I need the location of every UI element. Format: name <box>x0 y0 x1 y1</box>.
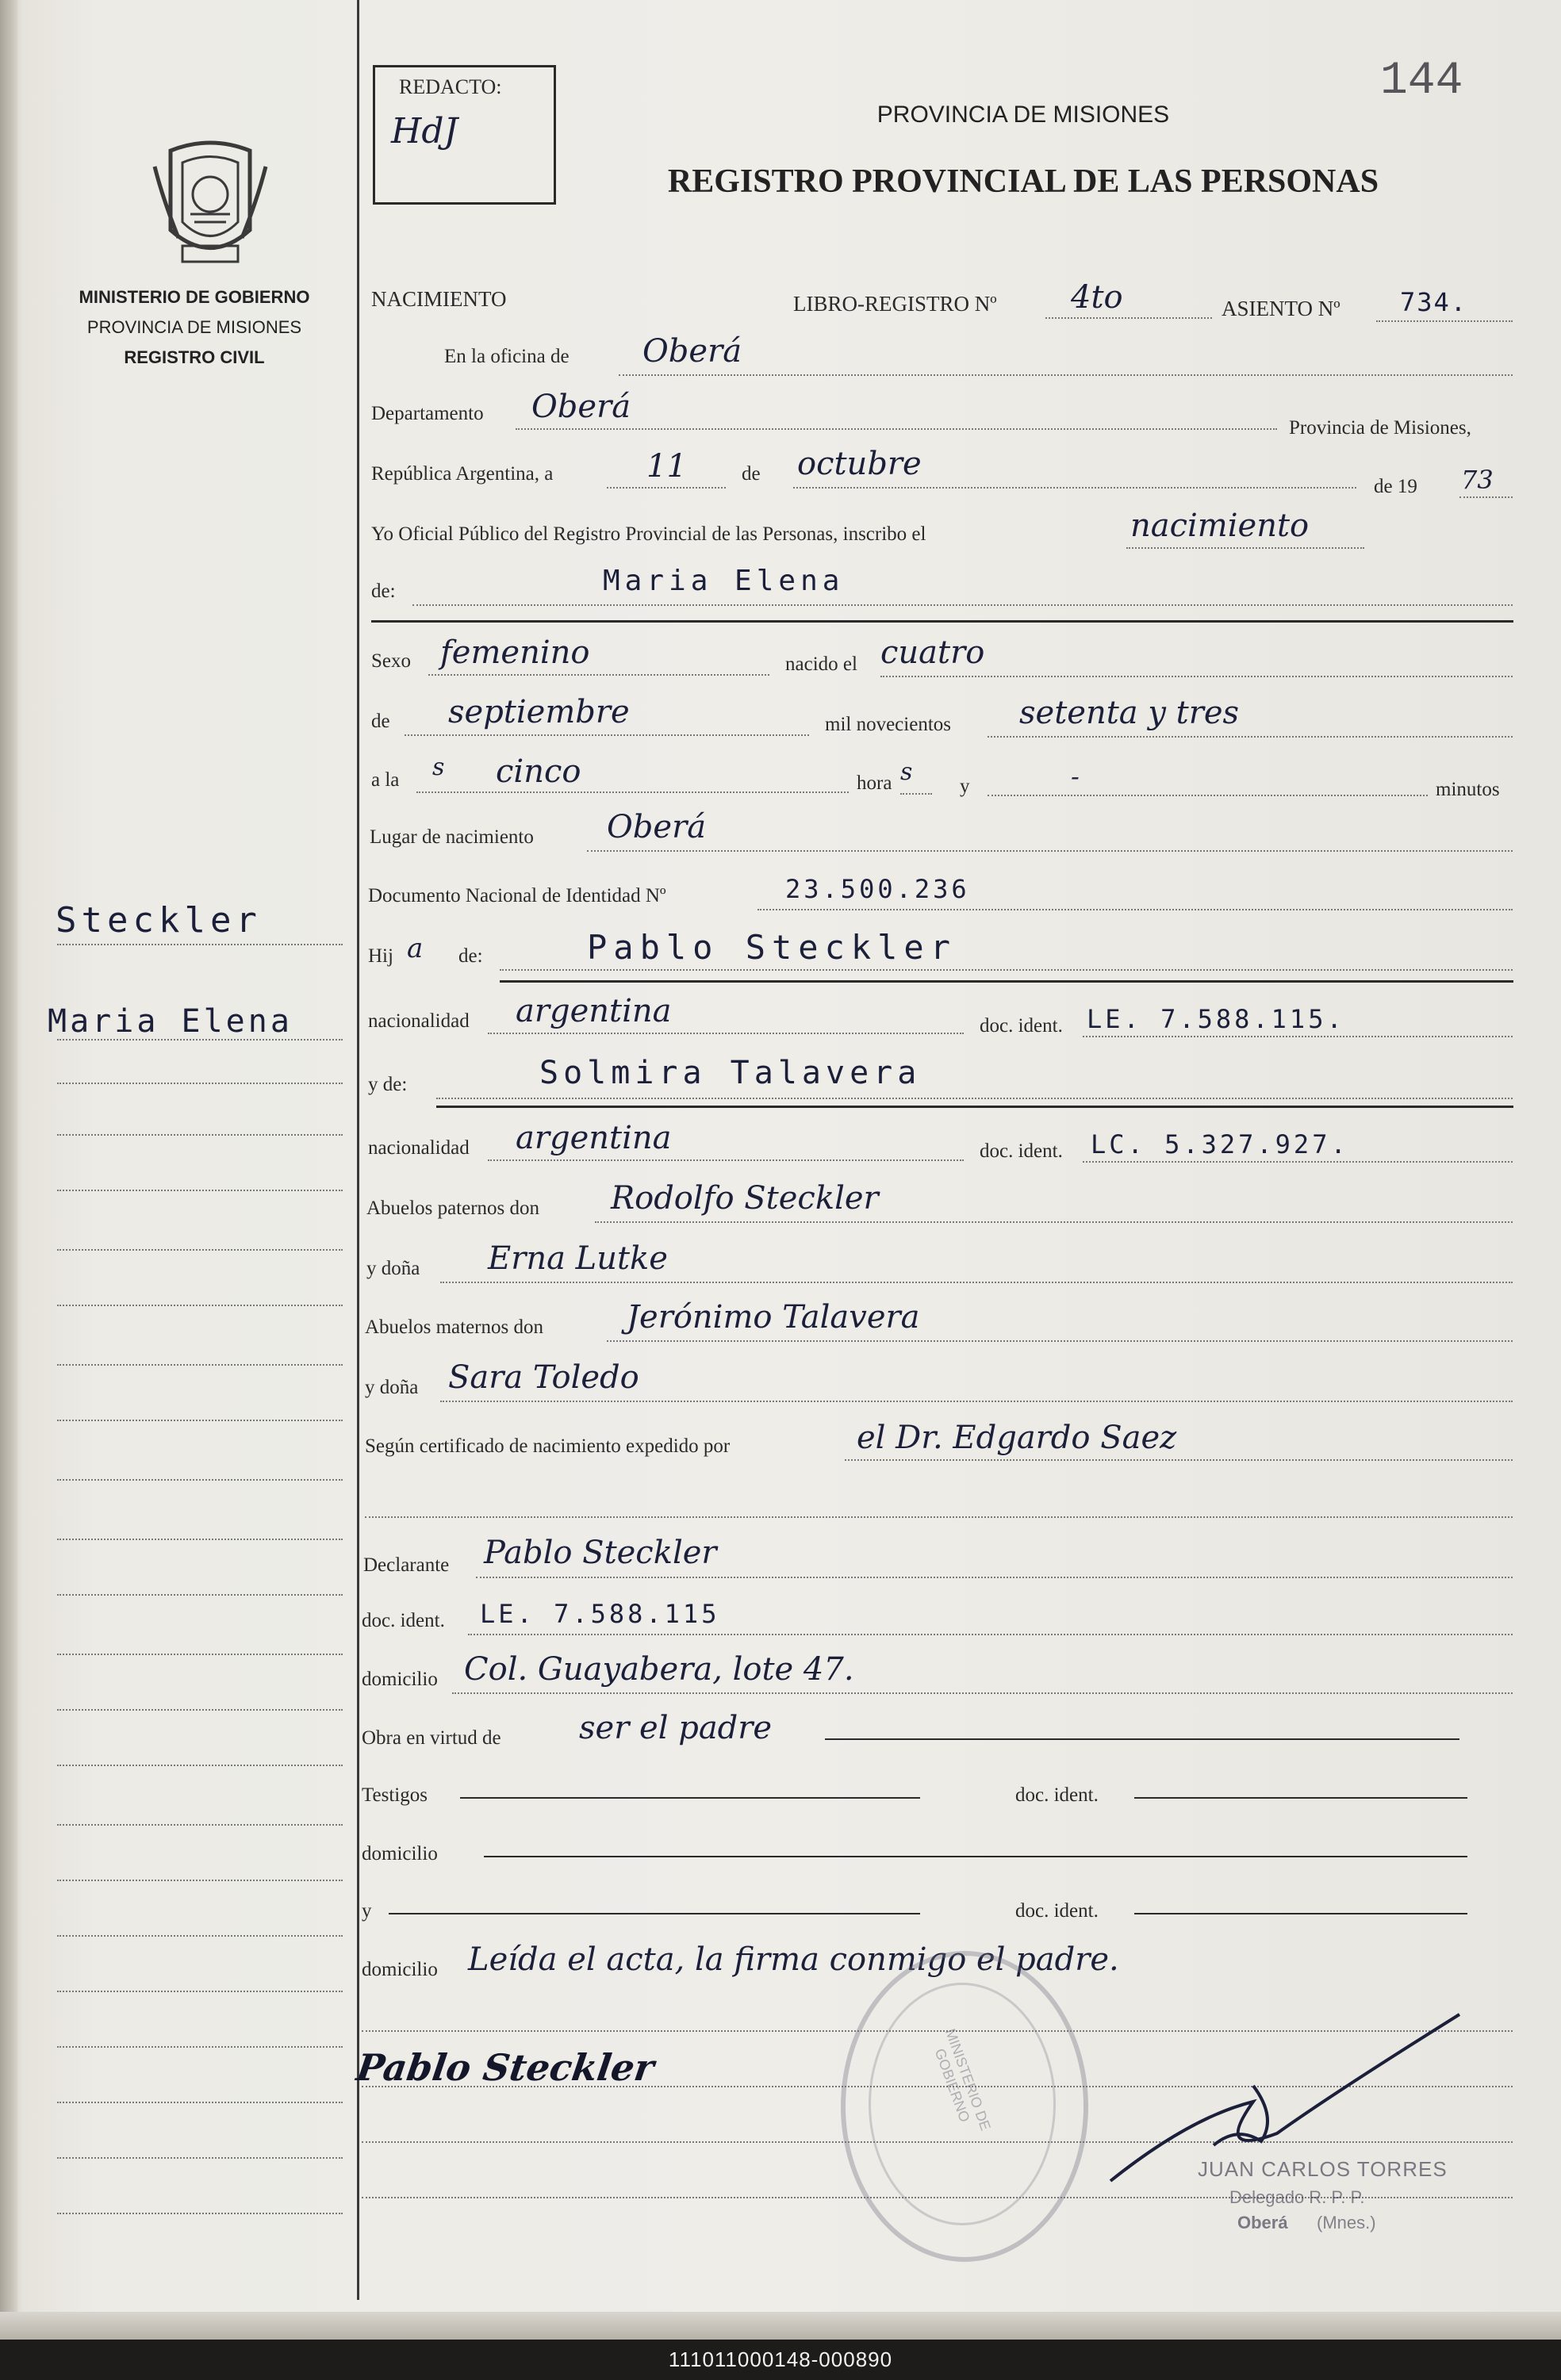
official-title: Delegado R. P. P. <box>1229 2187 1365 2207</box>
official-name: JUAN CARLOS TORRES <box>1198 2157 1448 2181</box>
label-y-de: y de: <box>368 1074 408 1095</box>
margin-apellido: Steckler <box>56 900 262 941</box>
margin-rule <box>357 0 359 2300</box>
value-nac-padre: argentina <box>516 993 672 1029</box>
official-place: Oberá <box>1237 2213 1288 2232</box>
value-inscribo: nacimiento <box>1130 508 1310 544</box>
sheet-bottom-edge <box>0 2312 1561 2340</box>
label-obra: Obra en virtud de <box>362 1727 501 1749</box>
label-lugar: Lugar de nacimiento <box>370 826 534 848</box>
label-nac-padre: nacionalidad <box>368 1010 470 1032</box>
value-a-la-suffix: s <box>432 753 445 781</box>
label-testigos: Testigos <box>362 1784 428 1806</box>
label-declarante: Declarante <box>363 1554 450 1576</box>
margin-nombres: Maria Elena <box>48 1003 293 1040</box>
label-y-min: y <box>960 776 970 797</box>
label-mil-novecientos: mil novecientos <box>825 714 951 735</box>
value-abuela-pat: Erna Lutke <box>488 1240 668 1277</box>
value-nombre: Maria Elena <box>603 565 845 597</box>
value-mes-nac: septiembre <box>448 694 630 730</box>
value-doc-padre: LE. 7.588.115. <box>1087 1004 1345 1034</box>
ministry-line1: MINISTERIO DE GOBIERNO <box>79 287 310 307</box>
value-lugar: Oberá <box>607 809 707 845</box>
value-nacido-el: cuatro <box>880 634 985 671</box>
label-horas: hora <box>857 772 892 794</box>
label-libro: LIBRO-REGISTRO Nº <box>793 292 997 316</box>
label-abuelos-paternos: Abuelos paternos don <box>366 1198 540 1219</box>
label-hij-de: de: <box>458 945 483 967</box>
value-minutos: - <box>1071 761 1080 791</box>
label-republica: República Argentina, a <box>371 463 554 485</box>
value-anio-nac: setenta y tres <box>1019 695 1240 731</box>
label-abuelos-maternos: Abuelos maternos don <box>365 1316 543 1338</box>
value-nota: Leída el acta, la firma conmigo el padre. <box>468 1941 1119 1978</box>
label-departamento: Departamento <box>371 403 484 424</box>
label-de-mesnac: de <box>371 711 390 732</box>
label-doc-testigo1: doc. ident. <box>1015 1784 1099 1806</box>
label-segun: Según certificado de nacimiento expedido por <box>365 1435 731 1457</box>
label-asiento: ASIENTO Nº <box>1222 297 1340 320</box>
page-edge <box>0 0 17 2340</box>
label-doc-declarante: doc. ident. <box>362 1610 445 1631</box>
official-stamp-text: MINISTERIO DE GOBIERNO <box>931 2026 994 2133</box>
ministry-line3: REGISTRO CIVIL <box>124 347 265 367</box>
value-anio: 73 <box>1461 465 1494 495</box>
signature-declarante: Pablo Steckler <box>354 2046 657 2089</box>
label-dni: Documento Nacional de Identidad Nº <box>368 885 666 906</box>
value-hora: cinco <box>496 753 581 790</box>
label-doc-testigo2: doc. ident. <box>1015 1900 1099 1922</box>
label-hij: Hij <box>368 945 393 967</box>
label-yo-oficial: Yo Oficial Público del Registro Provincial de las Personas, inscribo el <box>371 523 926 545</box>
provincial-emblem-icon <box>147 135 274 270</box>
label-y-testigo2: y <box>362 1900 372 1922</box>
label-nac-madre: nacionalidad <box>368 1137 470 1159</box>
label-de-nombre: de: <box>371 581 396 602</box>
header-province: PROVINCIA DE MISIONES <box>876 102 1170 128</box>
label-doc-padre: doc. ident. <box>980 1015 1063 1037</box>
value-medico: el Dr. Edgardo Saez <box>857 1420 1177 1456</box>
value-madre: Solmira Talavera <box>539 1055 922 1091</box>
value-asiento: 734. <box>1400 287 1468 317</box>
label-sexo: Sexo <box>371 650 411 672</box>
label-de-anio: de 19 <box>1374 476 1417 497</box>
redacto-initials: HdJ <box>391 111 458 151</box>
label-oficina: En la oficina de <box>444 346 570 367</box>
value-declarante: Pablo Steckler <box>484 1535 717 1571</box>
value-abuelo-mat: Jerónimo Talavera <box>627 1299 920 1336</box>
label-minutos: minutos <box>1436 779 1500 800</box>
value-abuelo-pat: Rodolfo Steckler <box>611 1180 879 1217</box>
value-nac-madre: argentina <box>516 1120 672 1156</box>
value-dia: 11 <box>646 448 687 485</box>
footer-document-id: 111011000148-000890 <box>668 2347 893 2371</box>
label-nacimiento: NACIMIENTO <box>371 287 507 311</box>
label-a-la: a la <box>371 769 400 791</box>
header-title: REGISTRO PROVINCIAL DE LAS PERSONAS <box>667 163 1379 200</box>
label-domicilio-testigo2: domicilio <box>362 1959 438 1980</box>
label-dona-pat: y doña <box>366 1258 420 1279</box>
value-hij-suffix: a <box>407 933 424 964</box>
label-domicilio-testigo1: domicilio <box>362 1843 438 1865</box>
value-departamento: Oberá <box>531 389 631 425</box>
value-sexo: femenino <box>440 634 590 671</box>
value-oficina: Oberá <box>642 333 742 370</box>
label-prov-misiones: Provincia de Misiones, <box>1289 417 1471 439</box>
value-abuela-mat: Sara Toledo <box>448 1359 639 1396</box>
value-padre: Pablo Steckler <box>587 928 957 967</box>
label-domicilio: domicilio <box>362 1669 438 1690</box>
label-de-mes: de <box>742 463 761 485</box>
value-hora-suffix: s <box>900 758 913 786</box>
label-doc-madre: doc. ident. <box>980 1140 1063 1162</box>
value-domicilio: Col. Guayabera, lote 47. <box>464 1651 854 1688</box>
page-number: 144 <box>1380 56 1463 107</box>
value-dni: 23.500.236 <box>785 874 970 904</box>
ministry-line2: PROVINCIA DE MISIONES <box>86 317 302 337</box>
value-mes: octubre <box>797 446 922 482</box>
value-obra: ser el padre <box>579 1710 773 1746</box>
label-dona-mat: y doña <box>365 1377 419 1398</box>
label-nacido-el: nacido el <box>785 653 857 675</box>
value-doc-madre: LC. 5.327.927. <box>1091 1129 1349 1159</box>
value-doc-declarante: LE. 7.588.115 <box>480 1599 720 1629</box>
redacto-box <box>373 65 556 205</box>
official-prov: (Mnes.) <box>1317 2213 1376 2232</box>
redacto-label: REDACTO: <box>399 75 502 98</box>
value-libro: 4to <box>1071 279 1123 316</box>
